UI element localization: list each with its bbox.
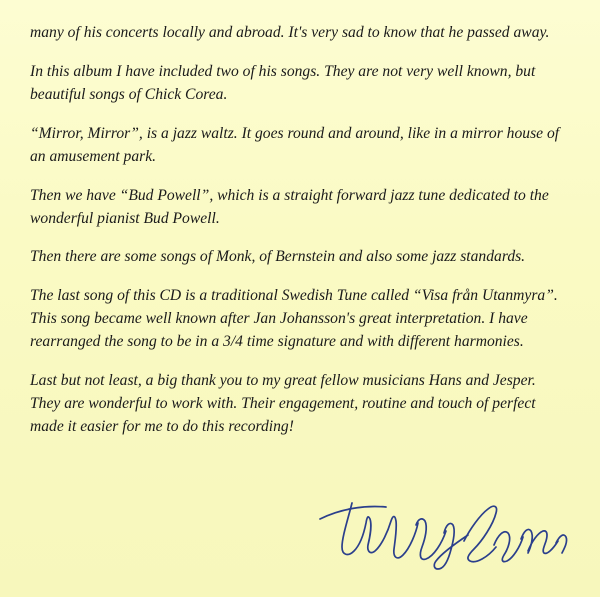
paragraph: many of his concerts locally and abroad. It's very sad to know that he passed away. [30,24,550,41]
paragraph: “Mirror, Mirror”, is a jazz waltz. It goes round and around, like in a mirror house of an amusement park. [30,124,560,165]
paragraph: Then there are some songs of Monk, of Bernstein and also some jazz standards. [30,248,526,266]
paragraph: The last song of this CD is a traditional Swedish Tune called “Visa från Utanmyra”. This song became well known after Jan Johansson's great interpretation. I have rearranged the song to be in a 3/4 time signature and with different harmonies. [30,287,558,351]
paragraph: Then we have “Bud Powell”, which is a straight forward jazz tune dedicated to the wonderful pianist Bud Powell. [30,186,549,227]
paragraph: Last but not least, a big thank you to my great fellow musicians Hans and Jesper. They are wonderful to work with. Their engagement, routine and touch of perfect made it easier for me to do this recording! [30,372,536,435]
paragraph: In this album I have included two of his songs. They are not very well known, but beautiful songs of Chick Corea. [30,62,536,103]
liner-notes-text [30,22,580,439]
signature [312,485,572,575]
